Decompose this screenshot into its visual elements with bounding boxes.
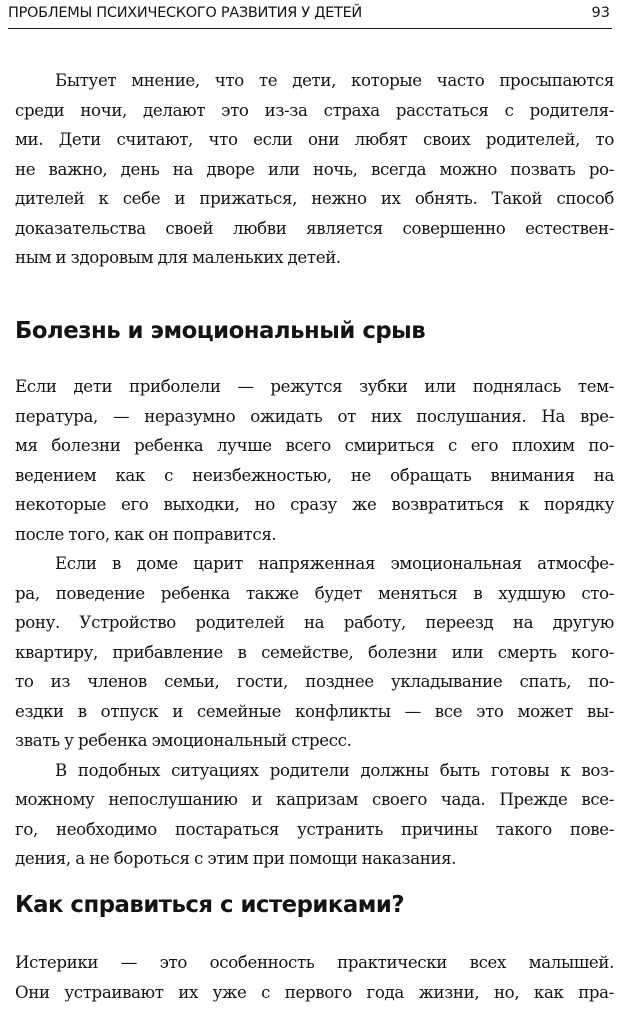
- text-line: ра, поведение ребенка также будет меняться в худшую сто-: [15, 583, 614, 603]
- section-tantrums-body: [15, 948, 614, 1007]
- text-line: ми. Дети считают, что если они любят своих родителей, то: [15, 130, 614, 149]
- text-line: не важно, день на дворе или ночь, всегда можно позвать ро-: [15, 159, 614, 179]
- text-line: В подобных ситуациях родители должны быть готовы к воз-: [55, 760, 614, 780]
- text-line: пература, — неразумно ожидать от них послушания. На вре-: [15, 406, 614, 426]
- section-illness-body: [15, 372, 614, 874]
- running-title: ПРОБЛЕМЫ ПСИХИЧЕСКОГО РАЗВИТИЯ У ДЕТЕЙ: [8, 5, 362, 21]
- text-line: дителей к себе и прижаться, нежно их обнять. Такой способ: [15, 189, 614, 208]
- text-line: среди ночи, делают это из-за страха расстаться с родителя-: [15, 100, 614, 120]
- text-line: ведением как с неизбежностью, не обращать внимания на: [15, 465, 614, 485]
- intro-paragraph: [15, 66, 614, 273]
- text-line: рону. Устройство родителей на работу, переезд на другую: [15, 613, 614, 632]
- text-line: некоторые его выходки, но сразу же возвратиться к порядку: [15, 495, 614, 514]
- section-heading-tantrums: Как справиться с истериками?: [15, 892, 405, 918]
- text-line: Если дети приболели — режутся зубки или поднялась тем-: [15, 377, 614, 396]
- text-line: ным и здоровым для маленьких детей.: [15, 248, 341, 267]
- text-line: ездки в отпуск и семейные конфликты — все это может вы-: [15, 701, 614, 721]
- text-line: го, необходимо постараться устранить причины такого пове-: [15, 819, 614, 839]
- running-header: [8, 2, 612, 29]
- text-line: дения, а не бороться с этим при помощи наказания.: [15, 849, 457, 868]
- text-line: после того, как он поправится.: [15, 524, 277, 544]
- section-heading-illness: Болезнь и эмоциональный срыв: [15, 318, 426, 344]
- text-line: Если в доме царит напряженная эмоциональная атмосфе-: [55, 554, 614, 573]
- text-line: мя болезни ребенка лучше всего смириться с его плохим по-: [15, 436, 614, 455]
- text-line: то из членов семьи, гости, позднее укладывание спать, по-: [15, 672, 614, 691]
- text-line: Бытует мнение, что те дети, которые часто просыпаются: [55, 71, 614, 90]
- text-line: звать у ребенка эмоциональный стресс.: [15, 731, 352, 750]
- text-line: квартиру, прибавление в семействе, болезни или смерть кого-: [15, 642, 614, 662]
- text-line: Истерики — это особенность практически всех малышей.: [15, 953, 614, 972]
- page-number: 93: [591, 5, 610, 21]
- text-line: доказательства своей любви является совершенно естествен-: [15, 218, 614, 238]
- text-line: Они устраивают их уже с первого года жизни, но, как пра-: [15, 982, 614, 1002]
- text-line: можному непослушанию и капризам своего чада. Прежде все-: [15, 790, 614, 809]
